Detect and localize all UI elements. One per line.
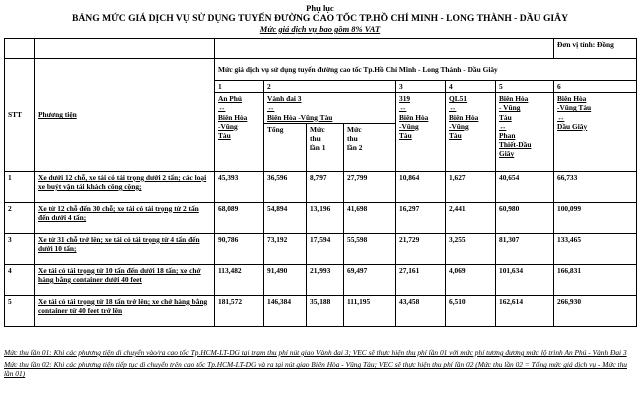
row-value: 55,598: [344, 233, 396, 264]
row-stt: 3: [5, 233, 35, 264]
price-header: Mức giá dịch vụ sử dụng tuyến đường cao tốc Tp.Hồ Chí Minh - Long Thành - Dầu Giây: [215, 59, 637, 81]
row-value: 2,441: [446, 202, 496, 233]
document-title: BẢNG MỨC GIÁ DỊCH VỤ SỬ DỤNG TUYẾN ĐƯỜNG CAO TỐC TP.HỒ CHÍ MINH - LONG THÀNH - DẦU GIÂY: [71, 13, 569, 24]
row-stt: 4: [5, 264, 35, 295]
footnote-first-toll: Mức thu lần 01: Khi các phương tiện di chuyển vào/ra cao tốc Tp.HCM-LT-DG tại trạm thu phí nút giao Vành đai 3; VEC sẽ thực hiện thu phí lần 01 với mức phí tương đương mức lộ trình An Phú - Vành Đai 3: [4, 348, 627, 357]
price-header-row: [5, 59, 637, 81]
unit-label: Đơn vị tính: Đồng: [554, 39, 637, 59]
vat-subtitle: Mức giá dịch vụ bao gồm 8% VAT: [259, 24, 381, 34]
row-value: 21,993: [307, 264, 344, 295]
row-value: 43,458: [396, 295, 446, 326]
row-value: 90,786: [215, 233, 264, 264]
table-row: [5, 202, 637, 233]
row-value: 111,195: [344, 295, 396, 326]
vehicle-header: Phương tiện: [35, 59, 215, 172]
col-number: 1: [215, 81, 264, 93]
row-value: 60,980: [496, 202, 554, 233]
col-number: 5: [496, 81, 554, 93]
row-value: 13,196: [307, 202, 344, 233]
row-vehicle: Xe từ 12 chỗ đến 30 chỗ; xe tải có tải trọng từ 2 tấn đến dưới 4 tấn;: [35, 202, 215, 233]
row-value: 17,594: [307, 233, 344, 264]
row-value: 27,161: [396, 264, 446, 295]
row-value: 40,654: [496, 171, 554, 202]
row-value: 69,497: [344, 264, 396, 295]
row-vehicle: Xe tải có tải trọng từ 18 tấn trở lên; xe chở hàng bằng container từ 40 feet trở lên: [35, 295, 215, 326]
col-number: 2: [264, 81, 396, 93]
row-stt: 1: [5, 171, 35, 202]
appendix-label: Phụ lục: [306, 3, 334, 13]
row-value: 100,099: [554, 202, 637, 233]
row-value: 266,930: [554, 295, 637, 326]
route-319: 319 ↔ Biên Hòa -Vũng Tàu: [396, 93, 446, 172]
row-value: 45,393: [215, 171, 264, 202]
row-stt: 5: [5, 295, 35, 326]
row-value: 133,465: [554, 233, 637, 264]
row-value: 81,307: [496, 233, 554, 264]
row-value: 27,799: [344, 171, 396, 202]
row-value: 36,596: [264, 171, 307, 202]
row-value: 101,634: [496, 264, 554, 295]
subcol-second-toll: Mức thu lần 2: [344, 123, 396, 171]
document-header: [0, 0, 640, 35]
table-row: [5, 295, 637, 326]
row-value: 146,384: [264, 295, 307, 326]
toll-price-table: [4, 38, 637, 327]
row-value: 1,627: [446, 171, 496, 202]
unit-row: [5, 39, 637, 59]
row-vehicle: Xe từ 31 chỗ trở lên; xe tải có tải trọng từ 4 tấn đến dưới 10 tấn;: [35, 233, 215, 264]
col-number: 4: [446, 81, 496, 93]
route-dau-giay: Biên Hòa -Vũng Tàu ↔ Dầu Giây: [554, 93, 637, 172]
row-vehicle: Xe dưới 12 chỗ, xe tải có tải trọng dưới 2 tấn; các loại xe buýt vận tải khách công cộng;: [35, 171, 215, 202]
footnotes: [4, 348, 636, 382]
table-row: [5, 264, 637, 295]
row-value: 41,698: [344, 202, 396, 233]
row-value: 54,894: [264, 202, 307, 233]
subcol-total: Tổng: [264, 123, 307, 171]
row-value: 16,297: [396, 202, 446, 233]
subcol-first-toll: Mức thu lần 1: [307, 123, 344, 171]
footnote-second-toll: Mức thu lần 02: Khi các phương tiện tiếp tục di chuyển trên cao tốc Tp.HCM-LT-DG và ra tại nút giao Biên Hòa - Vũng Tàu; VEC sẽ thực hiện thu phí lần 02 (Mức thu lần 02 = Tổng mức giá dịch vụ - Mức thu lần 01): [4, 360, 627, 379]
row-value: 35,188: [307, 295, 344, 326]
table-row: [5, 171, 637, 202]
route-phan-thiet: Biên Hòa - Vũng Tàu ↔ Phan Thiết-Dầu Giây: [496, 93, 554, 172]
row-value: 6,510: [446, 295, 496, 326]
row-value: 4,069: [446, 264, 496, 295]
row-value: 91,490: [264, 264, 307, 295]
route-an-phu: An Phú ↔ Biên Hòa -Vũng Tàu: [215, 93, 264, 172]
row-value: 21,729: [396, 233, 446, 264]
stt-header: STT: [5, 59, 35, 172]
route-ql51: QL51 ↔ Biên Hòa -Vũng Tàu: [446, 93, 496, 172]
row-stt: 2: [5, 202, 35, 233]
col-number: 6: [554, 81, 637, 93]
row-vehicle: Xe tải có tải trọng từ 10 tấn đến dưới 18 tấn; xe chở hàng bằng container dưới 40 feet: [35, 264, 215, 295]
row-value: 10,864: [396, 171, 446, 202]
row-value: 66,733: [554, 171, 637, 202]
route-vanh-dai-3: Vành đai 3 ↔ Biên Hòa -Vũng Tàu: [264, 93, 396, 124]
row-value: 181,572: [215, 295, 264, 326]
row-value: 68,089: [215, 202, 264, 233]
row-value: 162,614: [496, 295, 554, 326]
row-value: 166,831: [554, 264, 637, 295]
table-row: [5, 233, 637, 264]
col-number: 3: [396, 81, 446, 93]
row-value: 8,797: [307, 171, 344, 202]
row-value: 113,482: [215, 264, 264, 295]
row-value: 3,255: [446, 233, 496, 264]
row-value: 73,192: [264, 233, 307, 264]
